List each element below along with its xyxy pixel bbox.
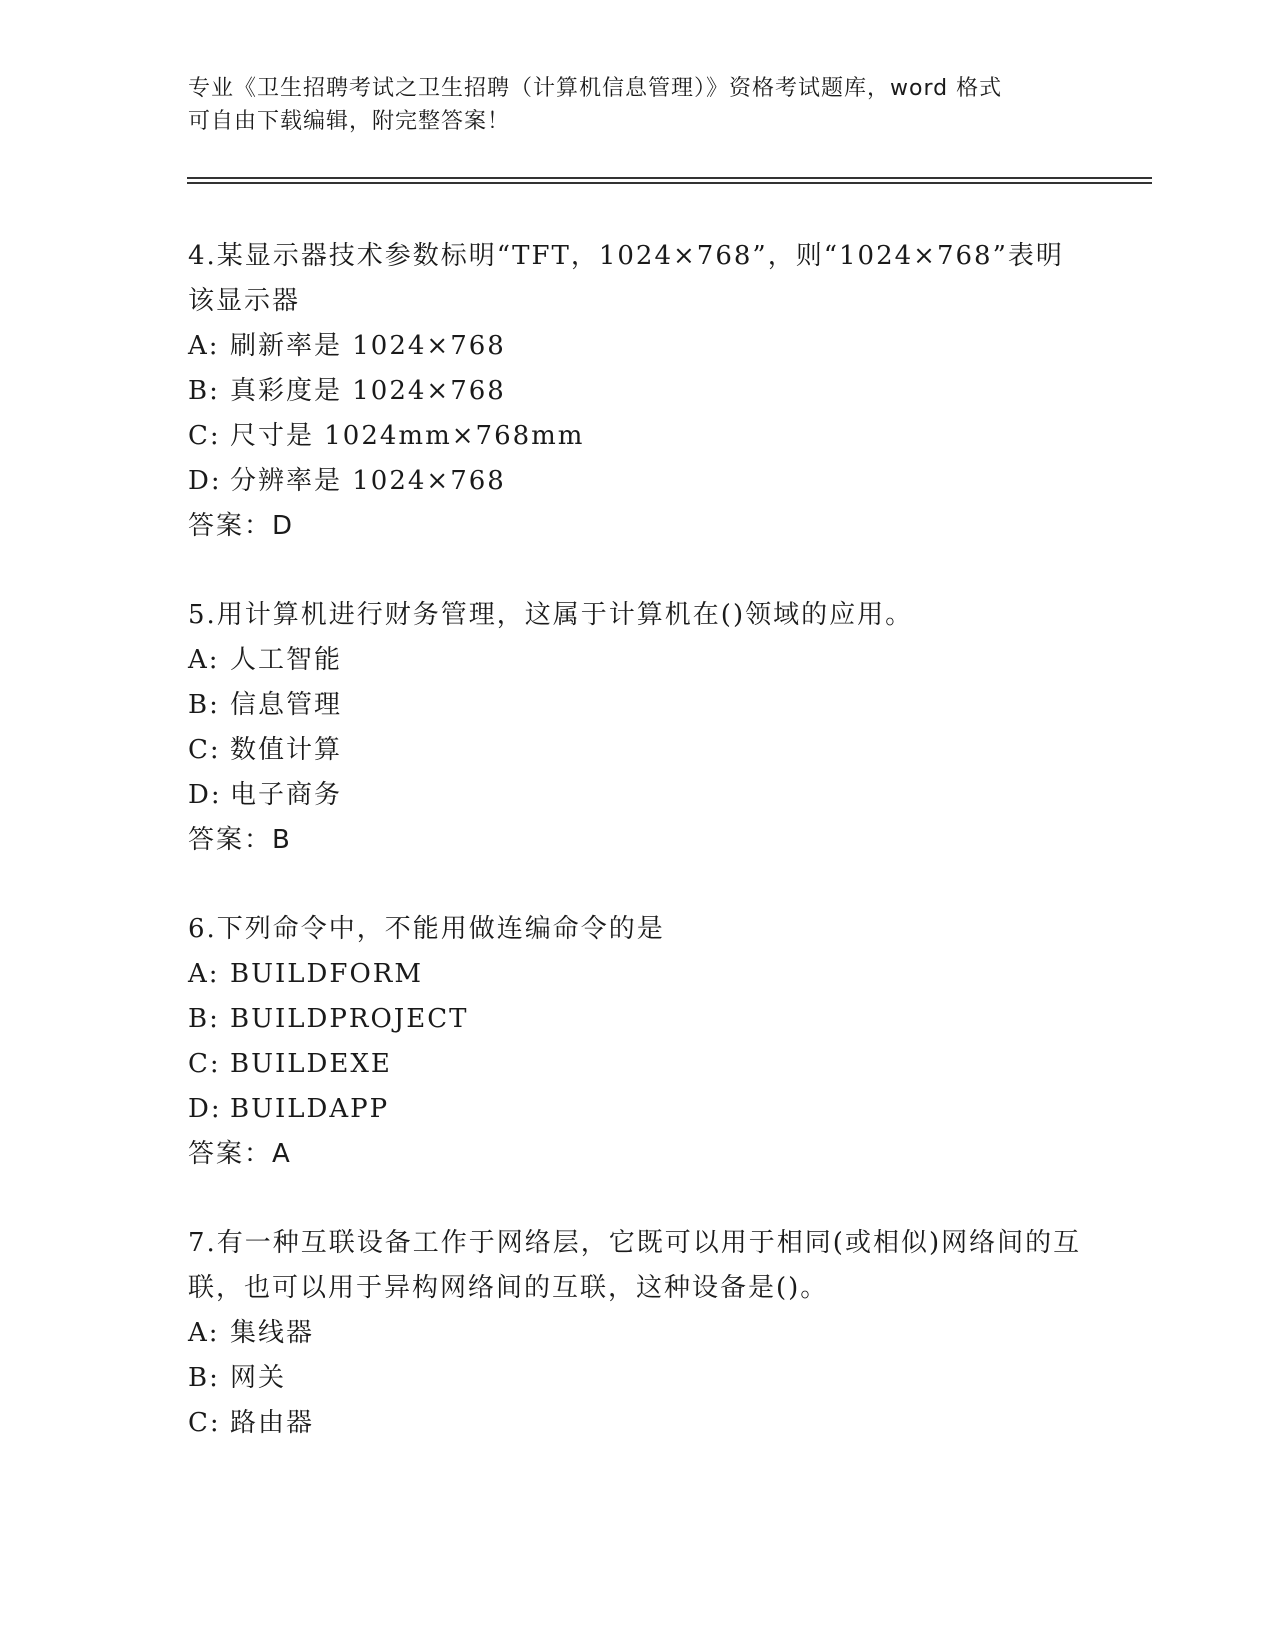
answer-label: 答案：D [188, 511, 295, 541]
question-text: 7.有一种互联设备工作于网络层，它既可以用于相同(或相似)网络间的互联，也可以用于异构网络间的互联，这种设备是()。 [188, 1228, 1082, 1303]
option-c [188, 414, 1088, 459]
option-a [188, 324, 1088, 369]
option-text: 真彩度是 1024×768 [230, 376, 506, 406]
option-text: 分辨率是 1024×768 [230, 466, 506, 496]
option-letter: A: [188, 645, 220, 675]
option-letter: B: [188, 1004, 220, 1034]
option-letter: B: [188, 376, 220, 406]
option-letter: D: [188, 466, 222, 496]
option-text: BUILDPROJECT [230, 1004, 469, 1034]
option-b [188, 683, 1088, 728]
question-5 [188, 593, 1088, 863]
header-divider-bottom [187, 182, 1152, 184]
header-line-2: 可自由下载编辑，附完整答案！ [188, 109, 511, 134]
option-text: 电子商务 [230, 780, 343, 810]
header-divider-top [187, 177, 1152, 179]
option-letter: C: [188, 1049, 221, 1079]
option-c [188, 1042, 1088, 1087]
question-4 [188, 234, 1088, 549]
option-b [188, 369, 1088, 414]
option-text: BUILDAPP [230, 1094, 390, 1124]
question-6 [188, 907, 1088, 1177]
option-letter: A: [188, 959, 220, 989]
option-letter: B: [188, 1363, 220, 1393]
answer-label: 答案：A [188, 1139, 292, 1169]
option-text: 集线器 [230, 1318, 315, 1348]
option-text: 网关 [230, 1363, 287, 1393]
option-text: 数值计算 [230, 735, 343, 765]
option-letter: C: [188, 1408, 221, 1438]
option-letter: C: [188, 421, 221, 451]
answer-label: 答案：B [188, 825, 292, 855]
option-letter: D: [188, 1094, 222, 1124]
option-letter: B: [188, 690, 220, 720]
option-c [188, 728, 1088, 773]
option-letter: A: [188, 1318, 220, 1348]
option-d [188, 1087, 1088, 1132]
option-text: 路由器 [230, 1408, 315, 1438]
option-a [188, 952, 1088, 997]
option-a [188, 1311, 1088, 1356]
document-header [188, 72, 1068, 138]
option-letter: A: [188, 331, 220, 361]
option-d [188, 459, 1088, 504]
option-text: 刷新率是 1024×768 [230, 331, 506, 361]
option-text: 人工智能 [230, 645, 343, 675]
option-letter: D: [188, 780, 222, 810]
option-b [188, 1356, 1088, 1401]
option-b [188, 997, 1088, 1042]
option-a [188, 638, 1088, 683]
header-line-1: 专业《卫生招聘考试之卫生招聘（计算机信息管理）》资格考试题库，word 格式 [188, 76, 1003, 101]
option-text: BUILDEXE [230, 1049, 392, 1079]
option-c [188, 1401, 1088, 1446]
question-list [188, 234, 1088, 1490]
option-text: 信息管理 [230, 690, 343, 720]
option-text: 尺寸是 1024mm×768mm [230, 421, 585, 451]
option-d [188, 773, 1088, 818]
question-text: 5.用计算机进行财务管理，这属于计算机在()领域的应用。 [188, 600, 914, 630]
option-letter: C: [188, 735, 221, 765]
question-7 [188, 1221, 1088, 1446]
option-text: BUILDFORM [230, 959, 423, 989]
question-text: 6.下列命令中，不能用做连编命令的是 [188, 914, 665, 944]
question-text: 4.某显示器技术参数标明“TFT，1024×768”，则“1024×768”表明该显示器 [188, 241, 1064, 316]
